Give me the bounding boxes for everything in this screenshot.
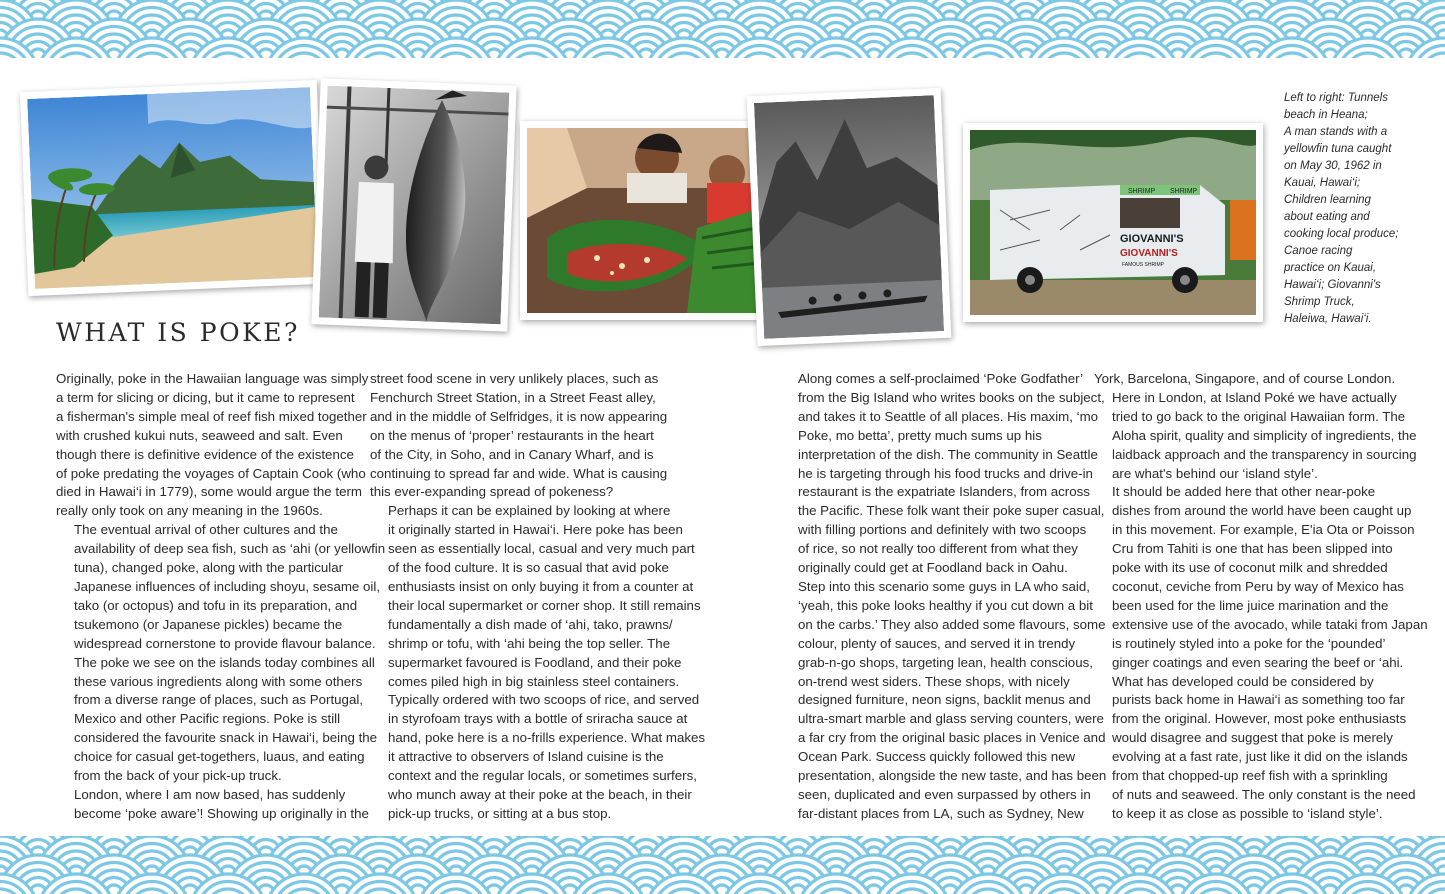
text-column-2 (370, 370, 706, 824)
caption-line: Haleiwa, Hawai‘i. (1284, 313, 1372, 325)
body-paragraph (1094, 673, 1416, 824)
truck-sign-3: FAMOUS SHRIMP (1122, 262, 1164, 268)
body-paragraph (370, 370, 670, 502)
body-line: of poke predating the voyages of Captain Cook (who (56, 465, 366, 481)
body-line: grab-n-go shops, targeting lean, health conscious, (798, 654, 1093, 670)
body-line: to keep it as close as possible to ‘island style’. (1112, 805, 1383, 821)
body-line: on the menus of ‘proper’ restaurants in the heart (370, 427, 654, 443)
wave-pattern-svg (0, 836, 1445, 894)
body-line: these various ingredients along with some others (74, 673, 363, 689)
photo-beach (20, 80, 325, 296)
body-line: Japanese influences of including shoyu, sesame oil, (74, 578, 381, 594)
truck-sign-1: GIOVANNI'S (1120, 233, 1184, 245)
body-line: is routinely styled into a poke for the ‘pounded’ (1112, 635, 1386, 651)
body-line: It should be added here that other near-poke (1112, 484, 1376, 500)
body-line: it attractive to observers of Island cuisine is the (388, 749, 664, 765)
body-line: from that chopped-up reef fish with a sprinkling (1112, 768, 1388, 784)
body-line: though there is definitive evidence of the existence (56, 446, 354, 462)
photo-canoe-racing (747, 88, 952, 346)
body-line: a fisherman's simple meal of reef fish mixed together (56, 408, 367, 424)
body-line: become ‘poke aware’! Showing up originally in the (74, 805, 369, 821)
body-line: considered the favourite snack in Hawai‘i, being the (74, 730, 378, 746)
text-column-4 (1094, 370, 1428, 824)
body-paragraph (780, 578, 1107, 824)
body-line: tako (or octopus) and tofu in its preparation, and (74, 597, 358, 613)
truck-sign-2: GIOVANNI'S (1120, 248, 1178, 259)
body-line: it originally started in Hawai‘i. Here poke has been (388, 522, 683, 538)
body-paragraph (1094, 389, 1417, 484)
caption-line: Kauai, Hawai‘i; (1284, 177, 1361, 189)
body-line: Ocean Park. Success quickly followed this new (798, 749, 1076, 765)
body-line: Poke, mo betta’, pretty much sums up his (798, 427, 1042, 443)
caption-line: Left to right: Tunnels (1284, 92, 1388, 104)
body-line: purists back home in Hawai‘i as something too far (1112, 692, 1405, 708)
body-line: Mexico and other Pacific regions. Poke is still (74, 711, 341, 727)
body-line: and takes it to Seattle of all places. His maxim, ‘mo (798, 408, 1099, 424)
body-line: laidback approach and the transparency in sourcing (1112, 446, 1417, 462)
text-column-3 (780, 370, 1107, 824)
body-line: dishes from around the world have been caught up (1112, 503, 1412, 519)
body-line: seen as essentially local, casual and very much part (388, 541, 695, 557)
body-line: shrimp or tofu, with ‘ahi being the top seller. The (388, 635, 671, 651)
body-line: of nuts and seaweed. The only constant is the need (1112, 786, 1416, 802)
body-line: in styrofoam trays with a bottle of sriracha sauce at (388, 711, 688, 727)
body-paragraph (780, 370, 1105, 578)
body-line: from the back of your pick-up truck. (74, 768, 282, 784)
body-line: What has developed could be considered by (1112, 673, 1374, 689)
body-line: would disagree and suggest that poke is merely (1112, 730, 1393, 746)
body-line: Step into this scenario some guys in LA who said, (798, 578, 1090, 594)
body-paragraph (56, 521, 386, 786)
wave-pattern-bottom (0, 836, 1445, 894)
truck-roof-text-right: SHRIMP (1170, 188, 1198, 195)
body-line: on the carbs.’ They also added some flavours, some (798, 616, 1106, 632)
body-line: pick-up trucks, or sitting at a bus stop. (388, 805, 612, 821)
body-line: in this movement. For example, E'ia Ota or Poisson (1112, 522, 1415, 538)
body-line: and in the middle of Selfridges, it is now appearing (370, 408, 668, 424)
photo-caption (1284, 90, 1402, 328)
body-paragraph (370, 502, 706, 823)
body-line: of the City, in Soho, and in Canary Wharf, and is (370, 446, 654, 462)
body-line: ‘yeah, this poke looks healthy if you cut down a bit (798, 597, 1093, 613)
body-line: supermarket favoured is Foodland, and their poke (388, 654, 682, 670)
body-paragraph (1094, 483, 1428, 672)
body-line: The eventual arrival of other cultures and the (74, 522, 338, 538)
body-line: tried to go back to the original Hawaiian form. The (1112, 408, 1406, 424)
body-line: seen, duplicated and even surpassed by others in (798, 786, 1091, 802)
body-line: fundamentally a dish made of ‘ahi, tako, prawns/ (388, 616, 673, 632)
beach-image (27, 87, 318, 289)
photo-shrimp-truck (963, 123, 1263, 322)
body-line: context and the regular locals, or sometimes surfers, (388, 768, 697, 784)
body-line: died in Hawai‘i in 1779), some would argue the term (56, 484, 362, 500)
body-line: Cru from Tahiti is one that has been slipped into (1112, 541, 1393, 557)
body-line: continuing to spread far and wide. What is causing (370, 465, 668, 481)
caption-line: cooking local produce; (1284, 228, 1399, 240)
body-line: Fenchurch Street Station, in a Street Feast alley, (370, 389, 656, 405)
body-line: ginger coatings and even searing the beef or ‘ahi. (1112, 654, 1404, 670)
body-line: are what's behind our ‘island style’. (1112, 465, 1318, 481)
body-line: of rice, so not really too different from what they (798, 541, 1078, 557)
body-paragraph (56, 786, 369, 824)
body-line: far-distant places from LA, such as Sydney, New (798, 805, 1084, 821)
fisherman-image (319, 86, 510, 325)
truck-roof-text-left: SHRIMP (1128, 188, 1156, 195)
body-line: Here in London, at Island Poké we have actually (1112, 389, 1397, 405)
body-line: Typically ordered with two scoops of rice, and served (388, 692, 700, 708)
wave-pattern-top (0, 0, 1445, 58)
caption-line: on May 30, 1962 in (1284, 160, 1382, 172)
body-line: originally could get at Foodland back in Oahu. (798, 560, 1068, 576)
caption-line: practice on Kauai, (1284, 262, 1377, 274)
body-line: of the food culture. It is so casual that avid poke (388, 560, 669, 576)
children-image (527, 128, 761, 313)
body-line: who munch away at their poke at the beach, in their (388, 786, 692, 802)
body-line: on-trend west siders. These shops, with nicely (798, 673, 1070, 689)
body-line: enthusiasts insist on only buying it from a counter at (388, 578, 694, 594)
page-title: WHAT IS POKE? (56, 318, 300, 347)
body-line: he is targeting through his food trucks and drive-in (798, 465, 1093, 481)
canoe-image (754, 95, 944, 339)
body-line: coconut, ceviche from Peru by way of Mexico has (1112, 578, 1404, 594)
photo-fisherman-tuna (311, 78, 516, 331)
photo-children-food (520, 121, 768, 320)
body-line: choice for casual get-togethers, luaus, and eating (74, 749, 365, 765)
caption-line: Children learning (1284, 194, 1371, 206)
body-paragraph (56, 370, 369, 521)
body-line: this ever-expanding spread of pokeness? (370, 484, 614, 500)
body-line: colour, plenty of sauces, and served it in trendy (798, 635, 1076, 651)
caption-line: Hawai‘i; Giovanni's (1284, 279, 1381, 291)
body-line: availability of deep sea fish, such as ‘ahi (or yellowfin (74, 541, 386, 557)
body-line: the Pacific. These folk want their poke super casual, (798, 503, 1105, 519)
body-line: tsukemono (or Japanese pickles) became the (74, 616, 343, 632)
body-line: presentation, alongside the new taste, and has been (798, 768, 1107, 784)
body-line: from a diverse range of places, such as Portugal, (74, 692, 363, 708)
body-line: hand, poke here is a no-frills experience. What makes (388, 730, 706, 746)
wave-pattern-svg (0, 0, 1445, 58)
body-line: Originally, poke in the Hawaiian language was simply (56, 371, 369, 386)
body-line: a term for slicing or dicing, but it came to represent (56, 389, 355, 405)
body-line: from the original. However, most poke enthusiasts (1112, 711, 1407, 727)
truck-image (970, 130, 1256, 315)
body-line: been used for the lime juice marination and the (1112, 597, 1389, 613)
caption-line: about eating and (1284, 211, 1370, 223)
body-line: really only took on any meaning in the 1960s. (56, 503, 323, 519)
text-column-1 (56, 370, 386, 824)
body-line: ultra-smart marble and glass serving counters, were (798, 711, 1104, 727)
body-line: evolving at a fast rate, just like it did on the islands (1112, 749, 1408, 765)
body-line: with crushed kukui nuts, seaweed and salt. Even (56, 427, 343, 443)
body-line: Perhaps it can be explained by looking at where (388, 503, 671, 519)
body-line: a far cry from the original basic places in Venice and (798, 730, 1106, 746)
body-paragraph (1094, 370, 1394, 389)
body-line: Along comes a self-proclaimed ‘Poke Godfather’ (798, 371, 1084, 386)
body-line: widespread cornerstone to provide flavour balance. (74, 635, 376, 651)
caption-line: Shrimp Truck, (1284, 296, 1355, 308)
body-line: extensive use of the avocado, while tataki from Japan (1112, 616, 1428, 632)
body-line: with filling portions and definitely with two scoops (798, 522, 1087, 538)
caption-line: yellowfin tuna caught (1284, 143, 1392, 155)
body-line: restaurant is the expatriate Islanders, from across (798, 484, 1090, 500)
caption-line: Canoe racing (1284, 245, 1353, 257)
body-line: street food scene in very unlikely places, such as (370, 371, 659, 386)
body-line: The poke we see on the islands today combines all (74, 654, 375, 670)
body-line: comes piled high in big stainless steel containers. (388, 673, 680, 689)
caption-line: A man stands with a (1284, 126, 1388, 138)
body-line: tuna), changed poke, along with the particular (74, 560, 344, 576)
body-line: Aloha spirit, quality and simplicity of ingredients, the (1112, 427, 1417, 443)
body-line: interpretation of the dish. The community in Seattle (798, 446, 1098, 462)
body-line: London, where I am now based, has suddenly (74, 786, 346, 802)
body-line: poke with its use of coconut milk and shredded (1112, 560, 1388, 576)
body-line: their local supermarket or corner shop. It still remains (388, 597, 701, 613)
body-line: designed furniture, neon signs, backlit menus and (798, 692, 1091, 708)
body-line: York, Barcelona, Singapore, and of course London. (1094, 371, 1396, 386)
body-line: from the Big Island who writes books on the subject, (798, 389, 1105, 405)
caption-line: beach in Heana; (1284, 109, 1368, 121)
